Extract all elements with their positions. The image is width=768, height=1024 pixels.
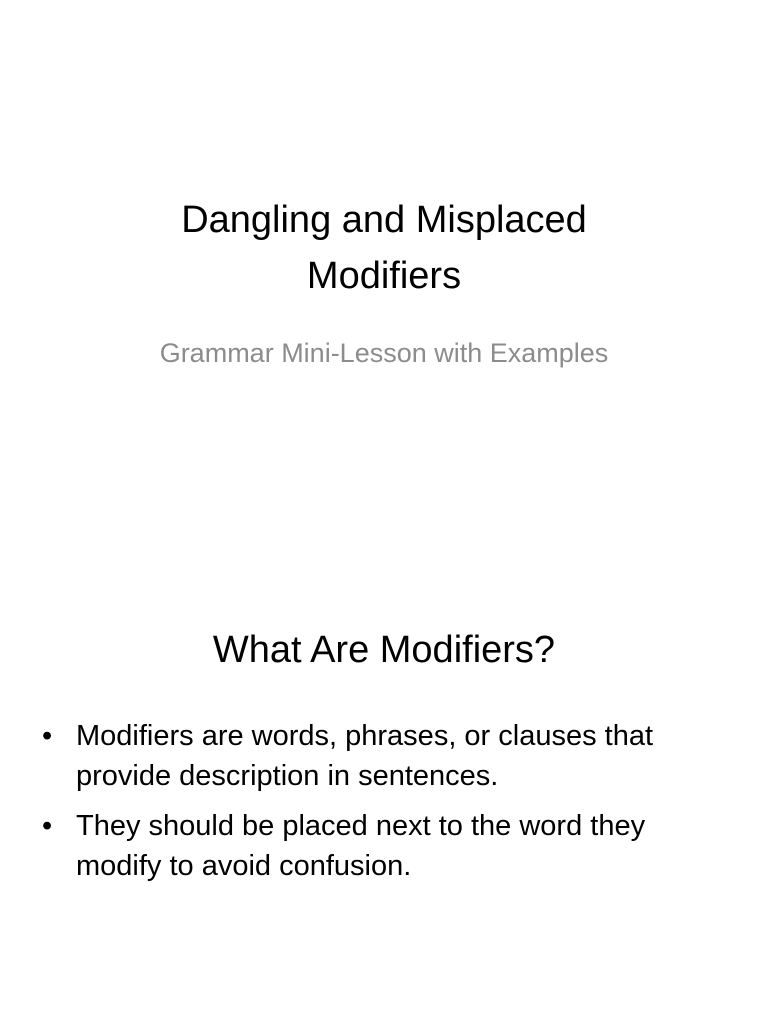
bullet-text: Modifiers are words, phrases, or clauses that provide description in sentences. (76, 720, 654, 792)
deck-title (0, 192, 768, 304)
content-slide (0, 512, 768, 1024)
deck-title-line-1: Dangling and Misplaced (181, 199, 587, 241)
bullet-text: They should be placed next to the word they modify to avoid confusion. (76, 810, 646, 882)
slide-heading: What Are Modifiers? (212, 629, 556, 671)
bullet-list (38, 716, 728, 896)
bullet-item (38, 716, 728, 796)
deck-title-line-2: Modifiers (306, 255, 462, 297)
bullet-marker: • (42, 720, 53, 752)
bullet-item (38, 806, 728, 886)
deck-subtitle: Grammar Mini-Lesson with Examples (159, 338, 609, 368)
bullet-marker: • (42, 810, 53, 842)
